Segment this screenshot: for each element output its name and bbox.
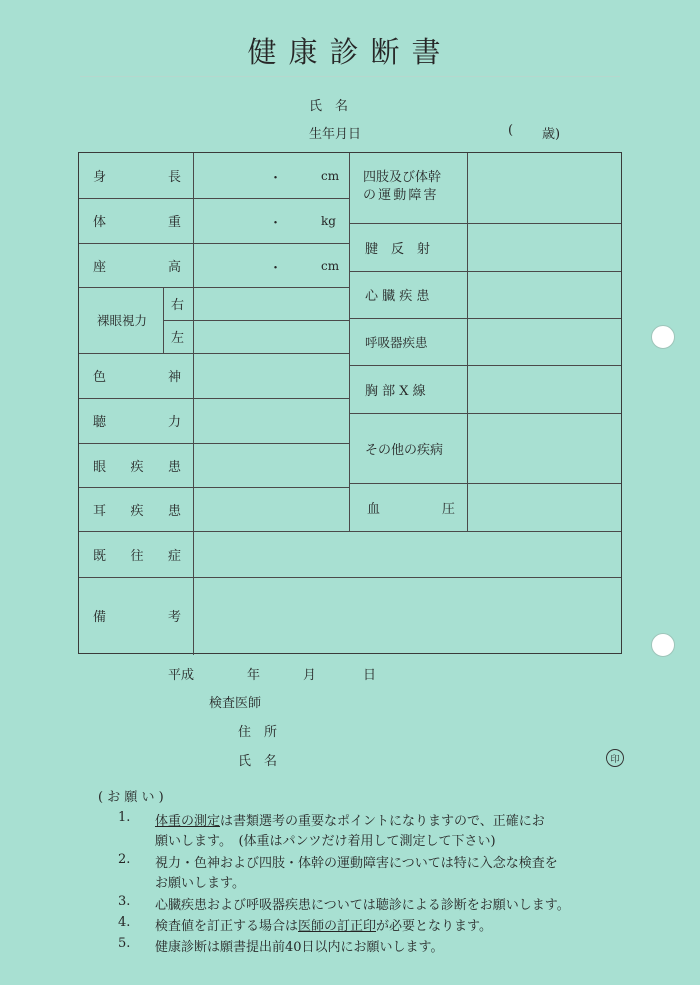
notes-heading: ( お 願 い ) [98, 790, 164, 805]
label-char: 座 [93, 259, 107, 275]
divider [193, 531, 194, 655]
motor-disorder-label [363, 169, 441, 205]
sitting-height-value-input[interactable] [195, 245, 345, 285]
vision-right-input[interactable] [195, 289, 345, 318]
decimal-dot: ・ [269, 171, 283, 186]
note-text: 検査値を訂正する場合は [155, 919, 299, 934]
unit-cm: cm [321, 259, 340, 273]
note-5-line-1: 健康診断は願書提出前40日以内にお願いします。 [155, 940, 444, 955]
note-text: が必要となります。 [376, 919, 492, 934]
exam-table [78, 152, 622, 654]
doctor-name-label: 氏 名 [238, 754, 278, 769]
underlined-text: 医師の訂正印 [298, 919, 377, 934]
note-2-line-2: お願いします。 [155, 876, 245, 891]
note-1-line-2: 願いします。 (体重はパンツだけ着用して測定して下さい) [155, 834, 496, 849]
remarks-label [93, 577, 181, 653]
year-label: 年 [247, 668, 261, 683]
examining-doctor-label: 検査医師 [209, 696, 262, 711]
unit-kg: kg [321, 214, 336, 228]
weight-value-input[interactable] [195, 200, 345, 241]
label-char: 長 [167, 170, 181, 185]
sitting-height-label [93, 243, 181, 287]
divider [193, 153, 194, 531]
naked-eye-vision-label: 裸眼視力 [96, 313, 147, 328]
era-label: 平成 [168, 668, 195, 683]
label-char: 聴 [93, 415, 107, 430]
label-char: 考 [167, 609, 181, 625]
age-open-paren: ( [508, 123, 514, 138]
weight-label [93, 198, 181, 243]
respiratory-disease-label: 呼吸器疾患 [365, 334, 428, 350]
vision-left-label: 左 [171, 331, 185, 346]
chest-xray-label: 胸 部 X 線 [365, 383, 426, 399]
label-char: 身 [93, 170, 107, 185]
label-char: 患 [167, 459, 181, 475]
ear-disease-label [93, 487, 181, 531]
heart-disease-label: 心 臓 疾 患 [365, 289, 430, 304]
label-char: 眼 [93, 459, 107, 475]
label-char: 往 [130, 548, 144, 564]
decimal-dot: ・ [269, 216, 283, 231]
label-char: 備 [93, 609, 107, 625]
height-label [93, 153, 181, 198]
decimal-dot: ・ [269, 261, 283, 276]
underlined-text: 体重の測定 [155, 814, 221, 829]
label-char: 神 [167, 370, 181, 385]
unit-cm: cm [321, 169, 340, 183]
vision-left-input[interactable] [195, 322, 345, 351]
label-char: 血 [367, 501, 381, 517]
note-text: は書類選考の重要なポイントになりますので、正確にお [220, 814, 545, 829]
applicant-name-label: 氏 名 [309, 99, 349, 114]
blood-pressure-label [367, 483, 455, 531]
tendon-reflex-label: 腱 反 射 [365, 241, 431, 257]
doctor-address-label: 住 所 [238, 725, 278, 740]
label-char: 力 [167, 415, 181, 430]
label-char: 高 [167, 259, 181, 275]
label-char: 耳 [93, 503, 107, 519]
label-char: 疾 [130, 503, 144, 519]
note-number: 1. [118, 810, 131, 825]
vision-right-label: 右 [171, 298, 185, 313]
other-diseases-label: その他の疾病 [365, 442, 444, 458]
label-char: 疾 [130, 459, 144, 475]
height-value-input[interactable] [195, 155, 345, 196]
seal-mark: 印 [606, 749, 624, 767]
note-4-line-1 [155, 915, 492, 934]
note-3-line-1: 心臓疾患および呼吸器疾患については聴診による診断をお願いします。 [155, 898, 570, 913]
note-number: 5. [118, 936, 131, 951]
eye-disease-label [93, 443, 181, 487]
label-line: の 運 動 障 害 [363, 188, 436, 203]
label-char: 色 [93, 370, 107, 385]
note-2-line-1: 視力・色神および四肢・体幹の運動障害については特に入念な検査を [155, 856, 558, 871]
age-unit-label: 歳) [542, 127, 561, 142]
label-char: 圧 [441, 501, 455, 517]
note-number: 4. [118, 915, 131, 930]
punch-hole-lower [651, 633, 675, 657]
note-1-line-1 [155, 810, 545, 829]
label-char: 患 [167, 503, 181, 519]
color-vision-label [93, 353, 181, 398]
hearing-label [93, 398, 181, 443]
label-char: 体 [93, 215, 107, 230]
punch-hole-upper [651, 325, 675, 349]
divider [349, 153, 350, 531]
page-title: 健康診断書 [247, 35, 453, 69]
label-char: 症 [167, 548, 181, 564]
header-divider [80, 76, 620, 77]
medical-history-label [93, 531, 181, 577]
month-label: 月 [303, 668, 317, 683]
note-number: 2. [118, 852, 131, 867]
note-number: 3. [118, 894, 131, 909]
divider [467, 153, 468, 531]
label-char: 重 [167, 215, 181, 230]
label-char: 既 [93, 548, 107, 564]
label-line: 四肢及び体幹 [363, 170, 442, 185]
date-of-birth-label: 生年月日 [309, 127, 362, 142]
day-label: 日 [363, 668, 377, 683]
